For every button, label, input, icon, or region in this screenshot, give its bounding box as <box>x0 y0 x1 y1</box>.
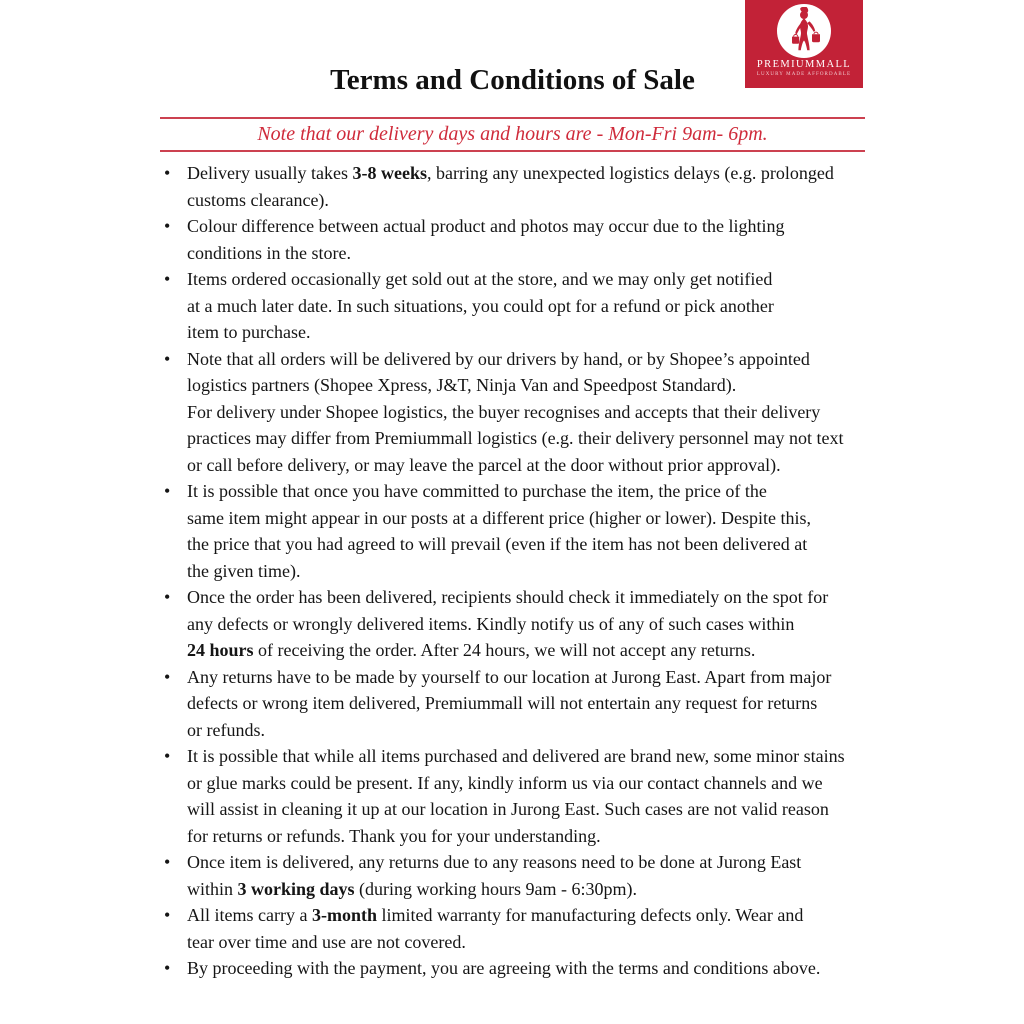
term-line: • It is possible that while all items purchased and delivered are brand new, some minor stains <box>187 746 845 766</box>
term-line: • Once the order has been delivered, recipients should check it immediately on the spot for <box>187 587 829 607</box>
term-line: practices may differ from Premiummall logistics (e.g. their delivery personnel may not text <box>187 428 844 448</box>
term-item <box>160 849 872 902</box>
term-line: same item might appear in our posts at a different price (higher or lower). Despite this, <box>187 507 811 528</box>
term-line: at a much later date. In such situations, you could opt for a refund or pick another <box>187 295 774 316</box>
term-item <box>160 346 872 479</box>
term-line: defects or wrong item delivered, Premiummall will not entertain any request for returns <box>187 693 818 713</box>
term-line: within 3 working days (during working hours 9am - 6:30pm). <box>187 878 638 899</box>
term-line: • Once item is delivered, any returns due to any reasons need to be done at Jurong East <box>187 852 802 872</box>
logo-tagline-text: LUXURY MADE AFFORDABLE <box>756 72 852 77</box>
term-item <box>160 266 872 346</box>
term-line: • Delivery usually takes 3-8 weeks, barring any unexpected logistics delays (e.g. prolonged <box>187 163 834 183</box>
term-line: or glue marks could be present. If any, kindly inform us via our contact channels and we <box>187 772 823 793</box>
term-item <box>160 955 872 982</box>
term-line: conditions in the store. <box>187 242 351 263</box>
logo-brand-text: PREMIUMMALL <box>756 59 852 70</box>
term-line: • Colour difference between actual product and photos may occur due to the lighting <box>187 216 785 236</box>
term-line: • Any returns have to be made by yourself to our location at Jurong East. Apart from major <box>187 666 832 687</box>
term-line: for returns or refunds. Thank you for your understanding. <box>187 825 601 846</box>
term-item <box>160 584 872 664</box>
term-line: item to purchase. <box>187 322 311 342</box>
page-title: Terms and Conditions of Sale <box>330 64 695 96</box>
term-line: customs clearance). <box>187 189 329 210</box>
term-line: • Note that all orders will be delivered by our drivers by hand, or by Shopee’s appointed <box>187 348 810 369</box>
term-line: or call before delivery, or may leave the parcel at the door without prior approval). <box>187 454 781 475</box>
terms-list <box>160 160 872 982</box>
term-line: logistics partners (Shopee Xpress, J&T, Ninja Van and Speedpost Standard). <box>187 375 737 395</box>
term-line: For delivery under Shopee logistics, the buyer recognises and accepts that their delivery <box>187 401 821 422</box>
woman-with-shopping-bags-icon <box>780 7 828 55</box>
term-line: will assist in cleaning it up at our location in Jurong East. Such cases are not valid reason <box>187 799 829 819</box>
term-line: • Items ordered occasionally get sold out at the store, and we may only get notified <box>187 269 773 289</box>
term-item <box>160 160 872 213</box>
delivery-note-band <box>160 117 865 152</box>
term-line: • It is possible that once you have committed to purchase the item, the price of the <box>187 481 767 501</box>
term-line: the price that you had agreed to will prevail (even if the item has not been delivered at <box>187 534 808 554</box>
term-line: tear over time and use are not covered. <box>187 931 466 952</box>
logo-badge <box>777 4 831 58</box>
term-item <box>160 902 872 955</box>
delivery-note-text: Note that our delivery days and hours are - Mon-Fri 9am- 6pm. <box>257 123 768 145</box>
term-line: any defects or wrongly delivered items. Kindly notify us of any of such cases within <box>187 613 795 634</box>
term-line: or refunds. <box>187 719 265 740</box>
term-item <box>160 478 872 584</box>
term-line: • By proceeding with the payment, you are agreeing with the terms and conditions above. <box>187 958 821 978</box>
term-item <box>160 743 872 849</box>
term-line: 24 hours of receiving the order. After 24 hours, we will not accept any returns. <box>187 640 756 660</box>
term-line: • All items carry a 3-month limited warranty for manufacturing defects only. Wear and <box>187 905 804 925</box>
term-item <box>160 213 872 266</box>
term-item <box>160 664 872 744</box>
term-line: the given time). <box>187 560 301 581</box>
